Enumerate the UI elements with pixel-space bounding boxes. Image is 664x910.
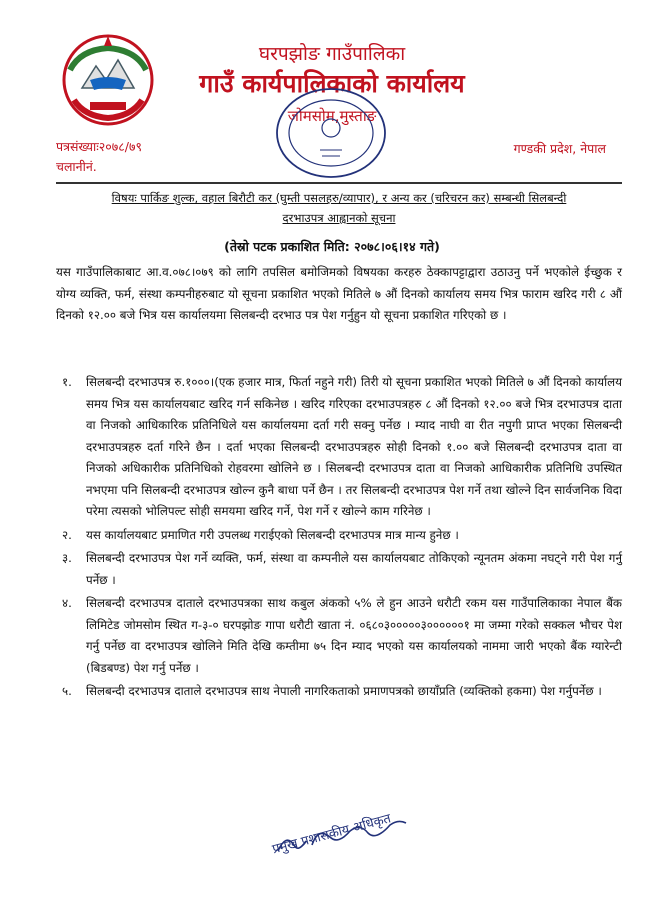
header-divider [56,182,622,184]
list-item [56,372,622,523]
item-number: ४. [62,596,72,610]
item-text: सिलबन्दी दरभाउपत्र पेश गर्ने व्यक्ति, फर्म, संस्था वा कम्पनीले यस कार्यालयबाट तोकिएको न्यूनतम अंकमा नघट्ने गरी पेश गर्नु पर्नेछ । [86,551,622,587]
office-seal-icon [272,84,390,182]
item-number: ५. [62,684,72,698]
municipality-name: घरपझोङ गाउँपालिका [258,43,406,65]
letter-number: पत्रसंख्याः२०७८/७९ [56,139,142,154]
intro-paragraph: यस गाउँपालिकाबाट आ.व.०७८।०७९ को लागि तपसिल बमोजिमको विषयका करहरु ठेक्कापट्टाद्वारा उठाउनु पर्ने भएकोले ईच्छुक र योग्य व्यक्ति, फर्म, संस्था कम्पनीहरुबाट यो सूचना प्रकाशित भएको मितिले ७ औं दिनको कार्यालय समय भित्र फाराम खरिद गरी ८ औं दिनको १२.०० बजे भित्र यस कार्यालयमा सिलबन्दी दरभाउ पत्र पेश गर्नुहुन यो सूचना प्रकाशित गरिएको छ । [56,265,622,322]
item-text: सिलबन्दी दरभाउपत्र दाताले दरभाउपत्रका साथ कबुल अंकको ५% ले हुन आउने धरौटी रकम यस गाउँपालिकाका नेपाल बैंक लिमिटेड जोमसोम स्थित ग-३-० घरपझोङ गापा धरौटी खाता नं. ०६८०३०००००३००००००१ मा जम्मा गरेको सक्कल भौचर पेश गर्नु पर्नेछ वा दरभाउपत्र खोलिने मिति देखि कम्तीमा ७५ दिन म्याद भएको यस कार्यालयको नाममा जारी भएको बैंक ग्यारेन्टी (बिडबण्ड) पेश गर्नु पर्नेछ । [86,596,622,675]
list-item [56,525,622,547]
item-text: यस कार्यालयबाट प्रमाणित गरी उपलब्ध गराईएको सिलबन्दी दरभाउपत्र मात्र मान्य हुनेछ । [86,527,459,542]
office-address: जोमसोम,मुस्ताङ [287,107,377,125]
list-item [56,681,622,703]
signatory-title: प्रमुख प्रशासकीय अधिकृत [270,811,393,858]
item-text: सिलबन्दी दरभाउपत्र दाताले दरभाउपत्र साथ नेपाली नागरिकताको प्रमाणपत्रको छायाँप्रति (व्यक्तिको हकमा) पेश गर्नुपर्नेछ । [86,684,602,698]
published-date: (तेस्रो पटक प्रकाशित मिति: २०७८।०६।१४ गते) [224,239,440,254]
conditions-list [56,372,622,705]
item-text: सिलबन्दी दरभाउपत्र रु.१०००।(एक हजार मात्र, फिर्ता नहुने गरी) तिरी यो सूचना प्रकाशित भएको मितिले ७ औं दिनको कार्यालय समय भित्र यस कार्यालयबाट खरिद गर्न सकिनेछ । खरिद गरिएका दरभाउपत्रहरु ८ औं दिनको १२.०० बजे भित्र दरभाउपत्र दाता वा निजको आधिकारिक प्रतिनिधिले यस कार्यालयमा दर्ता गरी सक्नु पर्नेछ । म्याद नाघी वा रीत नपुगी प्राप्त भएका सिलबन्दी दरभाउपत्रहरु दर्ता गरिने छैन । दर्ता भएका सिलबन्दी दरभाउपत्रहरु सोही दिनको १.०० बजे सिलबन्दी दरभाउपत्र दाता वा निजको अधिकारीक प्रतिनिधिको रोहवरमा खोलिने छ । सिलबन्दी दरभाउपत्र दाता वा निजको आधिकारीक प्रतिनिधि उपस्थित नभएमा पनि सिलबन्दी दरभाउपत्र खोल्न कुनै बाधा पर्ने छैन । तर सिलबन्दी दरभाउपत्र पेश गर्ने तथा खोल्ने दिन सार्वजनिक विदा परेमा त्यसको भोलिपल्ट सोही समयमा खरिद गर्ने, पेश गर्ने र खोल्ने काम गरिनेछ । [86,375,623,518]
subject-line-2: दरभाउपत्र आह्वानको सूचना [282,211,396,225]
item-number: २. [62,527,72,542]
subject-line-1: विषयः पार्किङ शुल्क, वहाल बिरौटी कर (घुम्ती पसलहरु/व्यापार), र अन्य कर (चरिचरन कर) सम्बन्धी सिलबन्दी [111,191,567,205]
item-number: ३. [62,551,72,565]
office-name: गाउँ कार्यपालिकाको कार्यालय [199,69,465,98]
list-item [56,593,622,679]
province-label: गण्डकी प्रदेश, नेपाल [513,141,606,156]
item-number: १. [62,375,72,389]
list-item [56,548,622,591]
dispatch-number: चलानीनं. [56,159,97,174]
notice-subject [56,188,622,228]
